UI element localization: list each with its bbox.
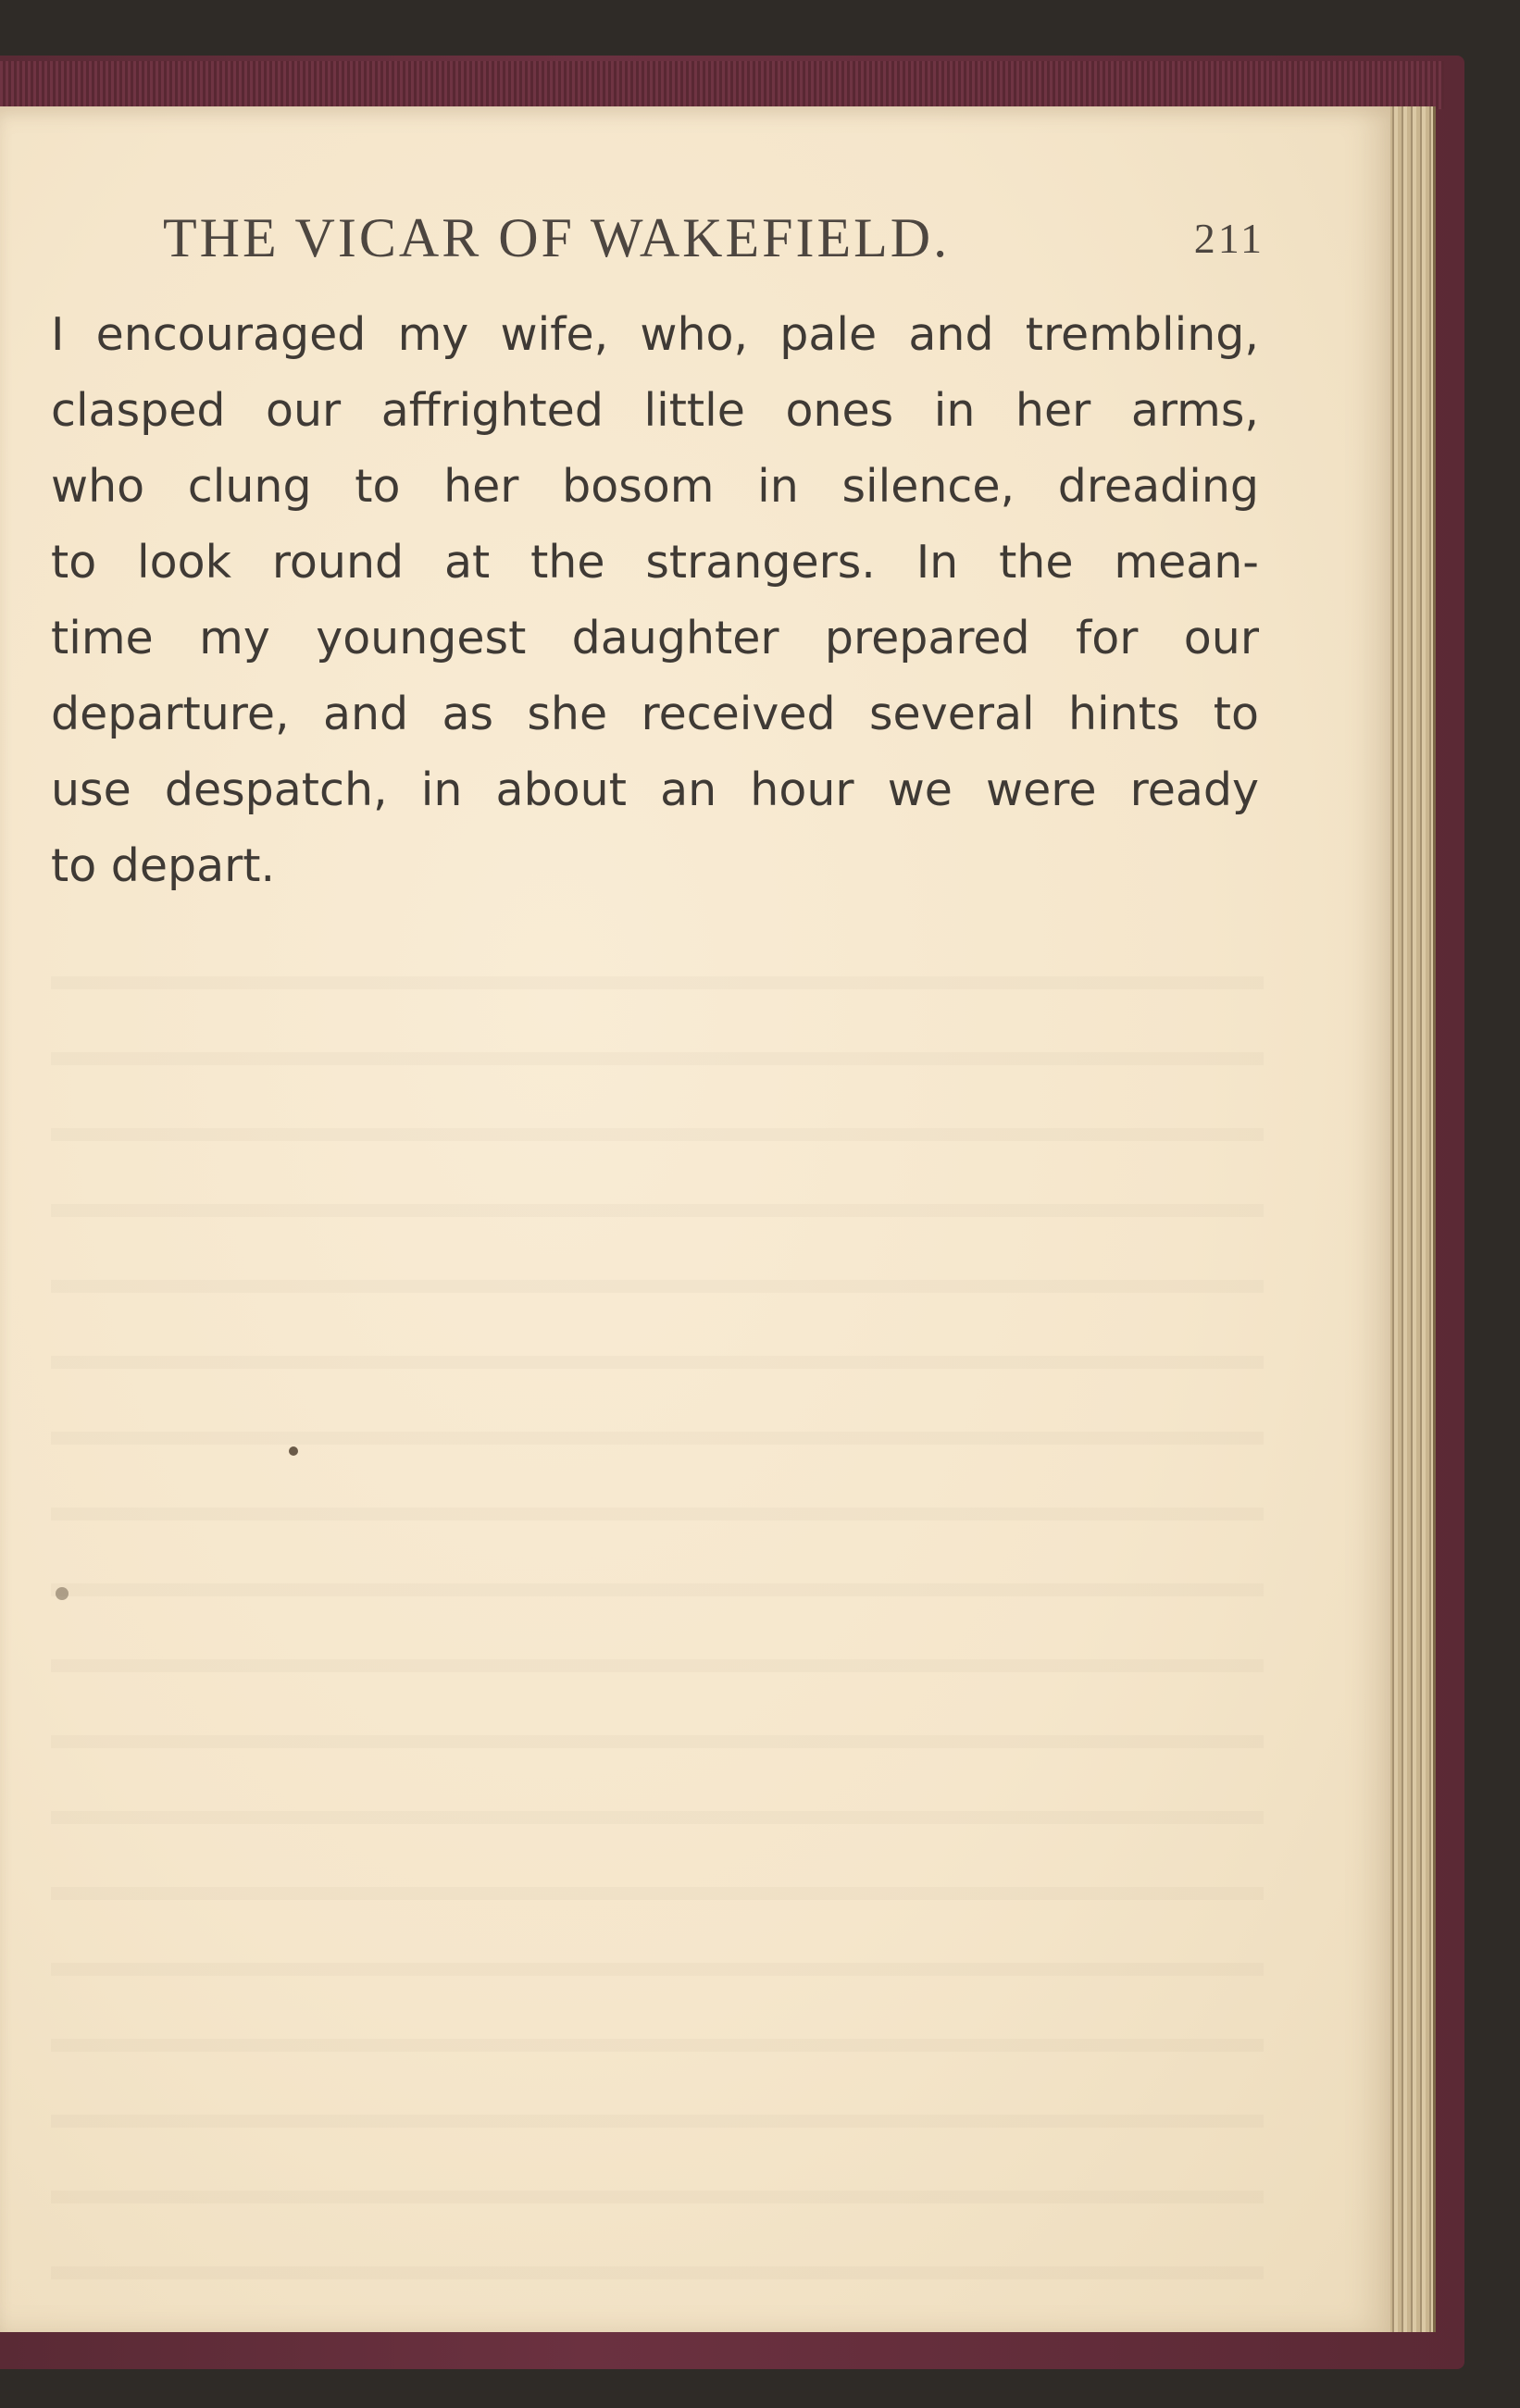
text-line: time my youngest daughter prepared for our — [51, 612, 1259, 664]
page-number: 211 — [1193, 215, 1265, 262]
show-through-texture — [51, 921, 1264, 2309]
text-line: to depart. — [51, 839, 276, 892]
text-line: to look round at the strangers. In the mean- — [51, 536, 1259, 589]
text-line: use despatch, in about an hour we were ready — [51, 763, 1259, 816]
text-line: I encouraged my wife, who, pale and trembling, — [51, 308, 1259, 361]
paper-speck — [289, 1446, 298, 1456]
cover-top-edge — [0, 61, 1444, 109]
text-line: who clung to her bosom in silence, dreading — [51, 460, 1259, 513]
body-paragraph — [51, 297, 1259, 904]
book-page — [0, 106, 1390, 2332]
text-line: departure, and as she received several hints to — [51, 688, 1259, 740]
text-line: clasped our affrighted little ones in her arms, — [51, 384, 1259, 437]
paper-speck — [56, 1587, 69, 1600]
running-title: THE VICAR OF WAKEFIELD. — [163, 207, 951, 268]
running-head — [163, 206, 1265, 280]
